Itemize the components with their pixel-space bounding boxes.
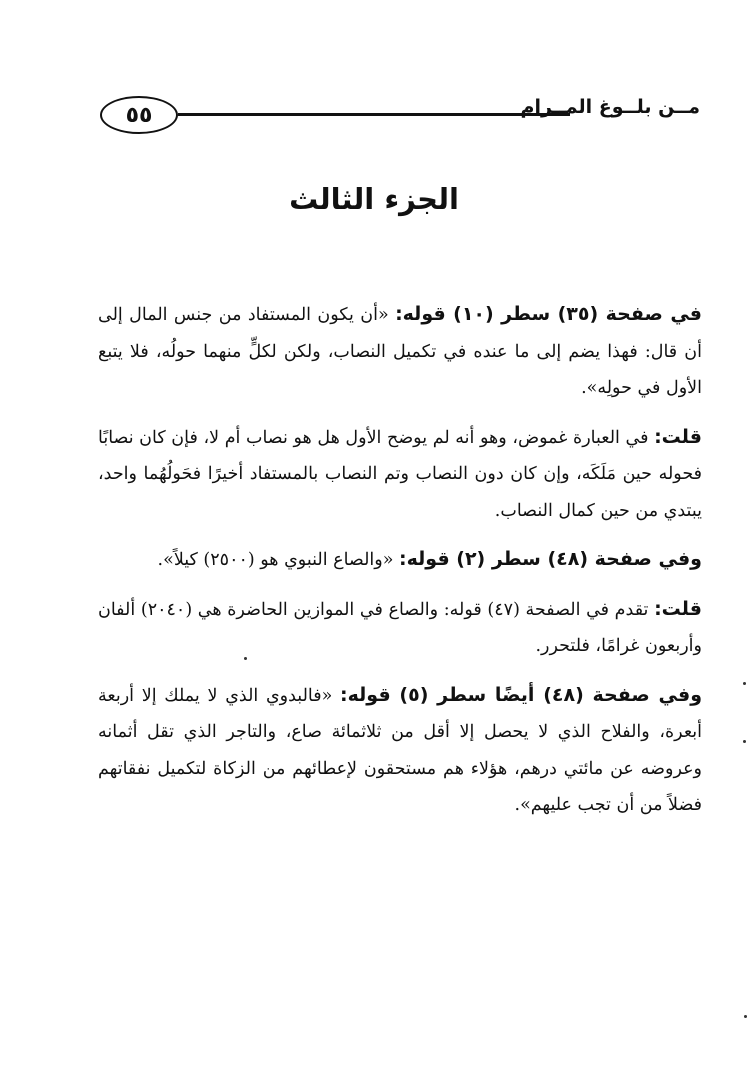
paragraph-lead: قلت: <box>654 597 702 620</box>
paragraph <box>98 541 702 579</box>
paragraph-text: «والصاع النبوي هو (٢٥٠٠) كيلاً». <box>157 550 400 570</box>
paragraph-lead: وفي صفحة (٤٨) أيضًا سطر (٥) قوله: <box>340 683 703 706</box>
paragraph-lead: قلت: <box>654 425 702 448</box>
scan-speck <box>244 657 247 660</box>
paragraph-text: «أن يكون المستفاد من جنس المال إلى أن قال: فهذا يضم إلى ما عنده في تكميل النصاب، ولكن لكلٍّ منهما حولُه، فلا يتبع الأول في حولِه». <box>98 305 702 398</box>
running-header <box>100 94 700 142</box>
paragraph <box>98 591 702 665</box>
paragraph-lead: في صفحة (٣٥) سطر (١٠) قوله: <box>395 303 702 325</box>
page-number: ٥٥ <box>100 96 178 134</box>
paragraph-lead: وفي صفحة (٤٨) سطر (٢) قوله: <box>399 548 702 570</box>
part-title: الجزء الثالث <box>289 182 459 216</box>
paragraph <box>98 677 702 824</box>
paragraph <box>98 296 702 407</box>
book-title: مــن بلــوغ المــرام <box>520 96 700 118</box>
paragraph-text: في العبارة غموض، وهو أنه لم يوضح الأول هل هو نصاب أم لا، فإن كان نصابًا فحوله حين مَلَكَه، وإن كان دون النصاب وتم النصاب بالمستفاد أخيرًا فحَولُهُما واحد، يبتدي من حين كمال النصاب. <box>98 427 702 521</box>
paragraph-text: تقدم في الصفحة (٤٧) قوله: والصاع في الموازين الحاضرة هي (٢٠٤٠) ألفان وأربعون غرامًا، فلتحرر. <box>98 599 702 656</box>
paragraph-text: «فالبدوي الذي لا يملك إلا أربعة أبعرة، والفلاح الذي لا يحصل إلا أقل من ثلاثمائة صاع، والتاجر الذي تقل أثمانه وعروضه عن مائتي درهم، هؤلاء هم مستحقون لإعطائهم من الزكاة لتكميل نفقاتهم فضلاً من أن تجب عليهم». <box>98 685 702 815</box>
paragraph <box>98 419 702 530</box>
header-rule <box>178 113 570 116</box>
scan-speck <box>743 682 746 685</box>
body-text <box>98 296 702 836</box>
scan-speck <box>743 740 746 743</box>
scan-speck <box>744 1015 747 1018</box>
